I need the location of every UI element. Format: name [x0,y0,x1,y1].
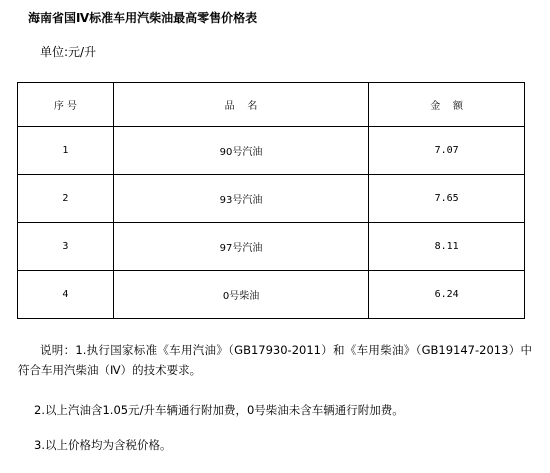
notes-section [18,340,532,380]
header-name: 品 名 [113,83,368,127]
cell-name: 0号柴油 [113,271,368,319]
cell-price: 8.11 [369,223,525,271]
header-seq: 序 号 [18,83,114,127]
note-3: 3.以上价格均为含税价格。 [34,438,172,452]
cell-name: 93号汽油 [113,175,368,223]
document-title: 海南省国Ⅳ标准车用汽柴油最高零售价格表 [28,11,258,25]
cell-seq: 2 [18,175,114,223]
cell-name: 90号汽油 [113,127,368,175]
table-header-row [18,83,525,127]
header-price: 金 额 [369,83,525,127]
table-row [18,127,525,175]
price-table [17,82,525,319]
note-1: 说明：1.执行国家标准《车用汽油》（GB17930-2011）和《车用柴油》（GB19147-2013）中符合车用汽柴油（Ⅳ）的技术要求。 [18,343,532,377]
note-2: 2.以上汽油含1.05元/升车辆通行附加费，0号柴油未含车辆通行附加费。 [34,403,404,417]
table-row [18,223,525,271]
cell-name: 97号汽油 [113,223,368,271]
table-row [18,175,525,223]
cell-price: 7.65 [369,175,525,223]
table-row [18,271,525,319]
cell-seq: 3 [18,223,114,271]
unit-label: 单位:元/升 [40,45,97,59]
cell-price: 7.07 [369,127,525,175]
cell-seq: 4 [18,271,114,319]
cell-price: 6.24 [369,271,525,319]
cell-seq: 1 [18,127,114,175]
